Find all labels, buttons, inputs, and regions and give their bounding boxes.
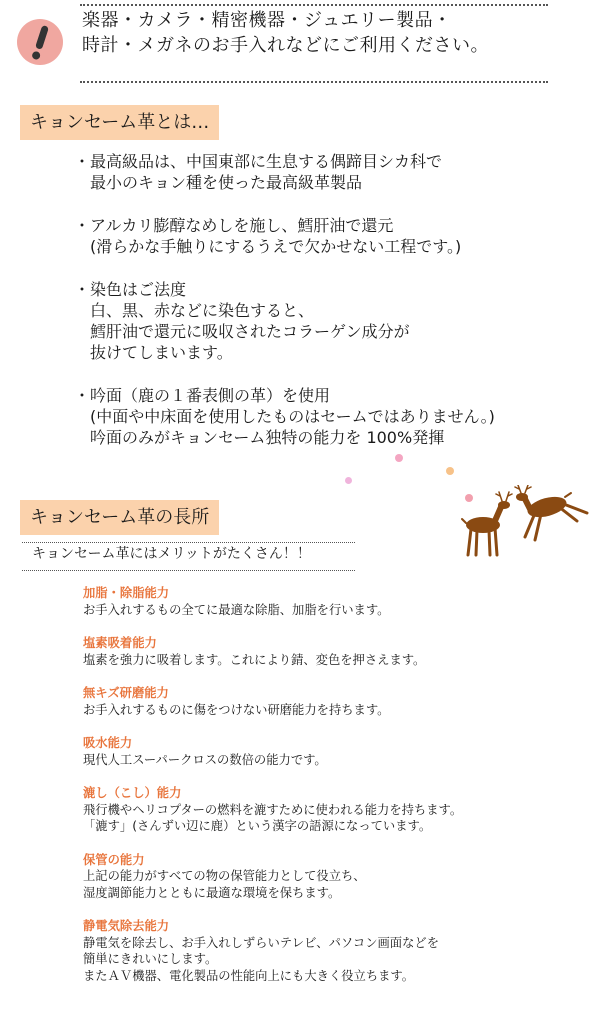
feature-title: 吸水能力 [83, 736, 133, 750]
feature-title: 漉し（こし）能力 [83, 786, 182, 800]
bullet-item: ・染色はご法度 白、黒、赤などに染色すると、 鱈肝油で還元に吸収されたコラーゲン成分が 抜けてしまいます。 [74, 280, 410, 362]
section-heading-merits: キョンセーム革の長所 [20, 500, 219, 535]
bullet-item: ・最高級品は、中国東部に生息する偶蹄目シカ科で 最小のキョン種を使った最高級革製品 [74, 152, 443, 192]
feature-description: 塩素を強力に吸着します。これにより錆、変色を押さえます。 [83, 652, 426, 667]
usage-notice-line2: 時計・メガネのお手入れなどにご利用ください。 [82, 35, 489, 56]
feature-description: 静電気を除去し、お手入れしずらいテレビ、パソコン画面などを 簡単にきれいにします。 またＡＶ機器、電化製品の性能向上にも大きく役立ちます。 [83, 935, 439, 983]
usage-notice-line1: 楽器・カメラ・精密機器・ジュエリー製品・ [82, 10, 452, 31]
merits-subheading: キョンセーム革にはメリットがたくさん！！ [32, 546, 311, 562]
bullet-item: ・アルカリ膨醇なめしを施し、鱈肝油で還元 (滑らかな手触りにするうえで欠かせない工程です。) [74, 216, 462, 256]
merits-dotted-divider-bottom [22, 570, 355, 571]
feature-title: 保管の能力 [83, 852, 145, 867]
top-dotted-divider [80, 4, 548, 6]
decorative-dot [345, 477, 352, 484]
decorative-dot [446, 467, 454, 475]
bullet-item: ・吟面（鹿の１番表側の革）を使用 (中面や中床面を使用したものはセームではありません。) 吟面のみがキョンセーム独特の能力を 100%発揮 [74, 386, 495, 447]
feature-item [83, 585, 462, 618]
feature-item [83, 785, 462, 835]
feature-title: 塩素吸着能力 [83, 636, 157, 650]
feature-item [83, 735, 462, 768]
feature-description: お手入れするもの全てに最適な除脂、加脂を行います。 [83, 602, 390, 617]
feature-description: 飛行機やヘリコプターの燃料を漉すために使われる能力を持ちます。 「漉す」(さんずい辺に鹿）という漢字の語源になっています。 [83, 802, 463, 833]
feature-item [83, 852, 462, 902]
merits-feature-list [83, 585, 462, 1001]
feature-title: 無キズ研磨能力 [83, 686, 169, 700]
section-heading-about: キョンセーム革とは… [20, 105, 219, 140]
feature-item [83, 918, 462, 984]
feature-description: 上記の能力がすべての物の保管能力として役立ち、 湿度調節能力とともに最適な環境を保ちます。 [83, 869, 366, 900]
notice-dotted-divider [80, 81, 548, 83]
usage-notice [82, 8, 489, 58]
feature-item [83, 635, 462, 668]
about-bullet-list [74, 151, 495, 470]
feature-description: 現代人工スーパークロスの数倍の能力です。 [83, 752, 327, 767]
exclamation-icon [17, 19, 63, 65]
feature-description: お手入れするものに傷をつけない研磨能力を持ちます。 [83, 702, 390, 717]
deer-illustration [455, 485, 595, 560]
feature-title: 加脂・除脂能力 [83, 586, 170, 600]
feature-title: 静電気除去能力 [83, 919, 170, 933]
decorative-dot [395, 454, 403, 462]
feature-item [83, 685, 462, 718]
